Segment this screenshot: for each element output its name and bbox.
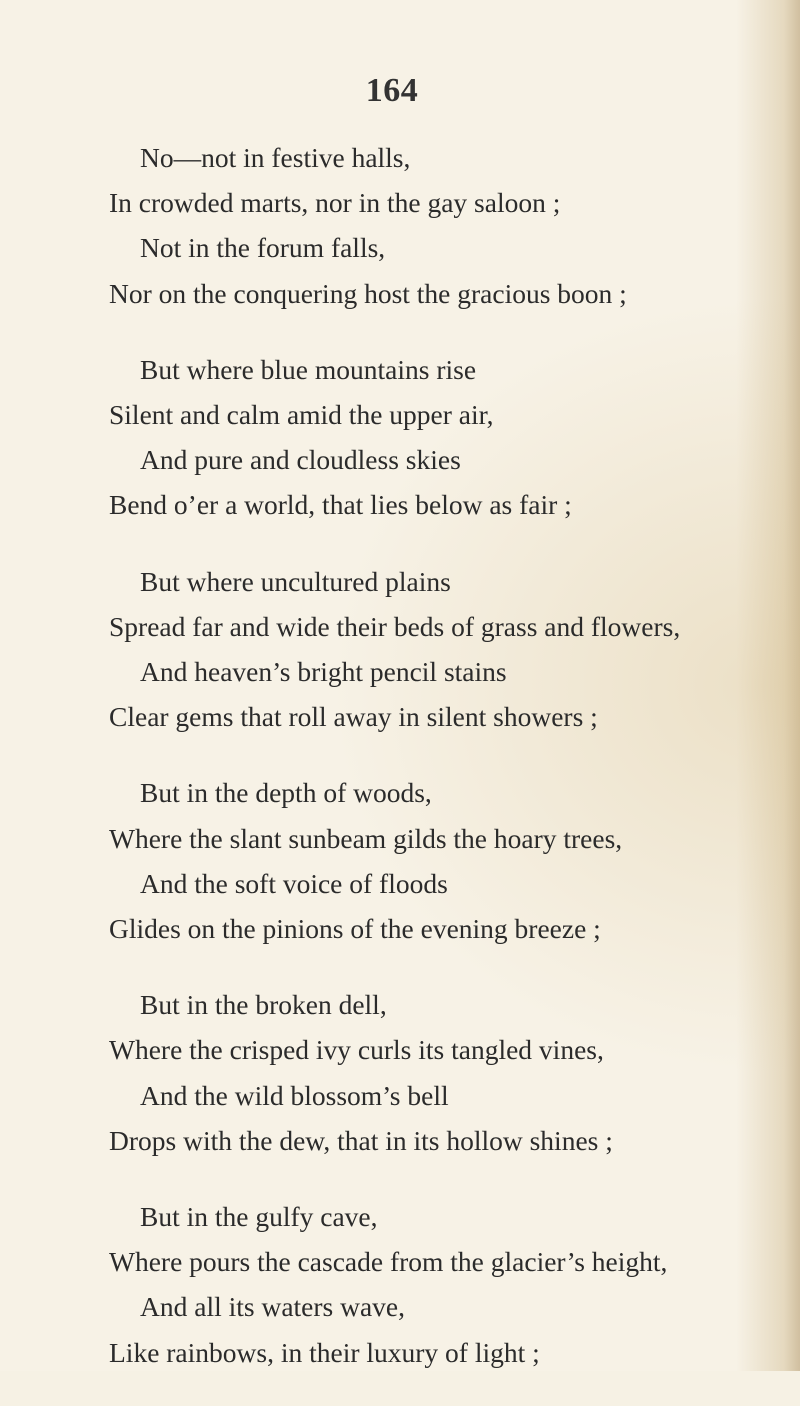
poem-line: But in the depth of woods, [140, 777, 432, 809]
poem-line: No—not in festive halls, [140, 142, 411, 173]
poem-line: Glides on the pinions of the evening breeze ; [109, 913, 601, 945]
stanza-5 [0, 982, 800, 1163]
poem-line: And the wild blossom’s bell [140, 1079, 449, 1111]
poem-line: And heaven’s bright pencil stains [140, 656, 507, 688]
poem-line: But in the broken dell, [140, 989, 387, 1021]
stanza-2 [0, 347, 800, 528]
poem-line: Drops with the dew, that in its hollow shines ; [109, 1124, 613, 1156]
poem-line: But where uncultured plains [140, 565, 451, 597]
poem [0, 135, 800, 1406]
stanza-3 [0, 559, 800, 740]
poem-line: Like rainbows, in their luxury of light ; [109, 1336, 540, 1368]
stanza-1 [0, 135, 800, 316]
page-number: 164 [365, 72, 419, 109]
poem-line: Clear gems that roll away in silent showers ; [109, 701, 598, 733]
poem-line: Spread far and wide their beds of grass and flowers, [109, 610, 681, 642]
poem-line: And pure and cloudless skies [140, 444, 461, 476]
poem-line: Not in the forum falls, [140, 232, 386, 264]
stanza-6 [0, 1194, 800, 1375]
poem-line: Where the slant sunbeam gilds the hoary trees, [109, 822, 623, 854]
poem-line: And all its waters wave, [140, 1291, 405, 1323]
poem-line: But in the gulfy cave, [140, 1201, 378, 1233]
poem-line: But where blue mountains rise [140, 353, 477, 385]
stanza-4 [0, 770, 800, 951]
poem-line: Where the crisped ivy curls its tangled vines, [109, 1034, 604, 1066]
poem-line: Bend o’er a world, that lies below as fair ; [109, 489, 572, 521]
poem-line: Silent and calm amid the upper air, [109, 399, 494, 431]
poem-line: Nor on the conquering host the gracious boon ; [109, 277, 627, 309]
poem-line: Where pours the cascade from the glacier’s height, [109, 1246, 668, 1278]
poem-line: And the soft voice of floods [140, 867, 448, 899]
poem-line: In crowded marts, nor in the gay saloon ; [109, 187, 561, 219]
